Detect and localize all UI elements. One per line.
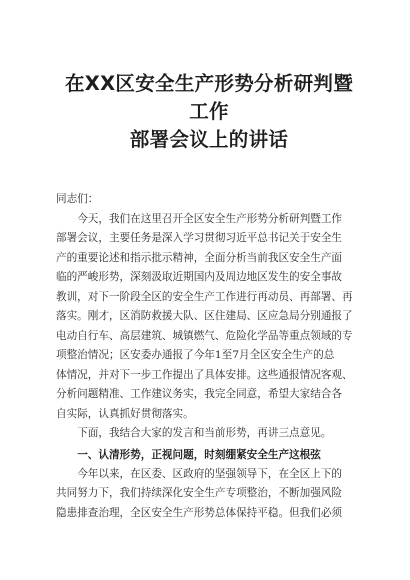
text-line: 下面，我结合大家的发言和当前形势，再讲三点意见。: [77, 427, 332, 439]
text-line: 项整治情况；区安委办通报了今年1至7月全区安全生产的总: [56, 349, 335, 361]
text-line: 落实。刚才，区消防救援大队、区住建局、区应急局分别通报了: [56, 310, 353, 322]
paragraph-opening: [56, 210, 362, 425]
text-line: 今年以来，在区委、区政府的坚强领导下，在全区上下的: [77, 467, 343, 480]
text-line: 体情况，并对下一步工作提出了具体安排。这些通报情况客观、: [56, 368, 353, 381]
document-title: [56, 70, 362, 154]
text-line: 电动自行车、高层建筑、城镇燃气、危险化学品等重点领域的专: [56, 329, 353, 342]
text-line: 自实际，认真抓好贯彻落实。: [56, 407, 194, 420]
paragraph-section-1: [56, 465, 362, 524]
text-line: 隐患排查治理，全区安全生产形势总体保持平稳。但我们必须: [56, 506, 343, 519]
text-line: 共同努力下，我们持续深化安全生产专项整治，不断加强风险: [56, 487, 343, 499]
title-line: 在XX区安全生产形势分析研判暨工作: [64, 72, 354, 123]
salutation: 同志们：: [56, 193, 99, 205]
section-heading-1: 一、认清形势，正视问题，时刻绷紧安全生产这根弦: [77, 448, 321, 461]
title-line: 部署会议上的讲话: [129, 128, 289, 151]
text-line: 分析问题精准、工作建议务实，我完全同意，希望大家结合各: [56, 388, 343, 400]
text-line: 产的重要论述和指示批示精神，全面分析当前我区安全生产面: [56, 251, 343, 264]
text-line: 部署会议，主要任务是深入学习贯彻习近平总书记关于安全生: [56, 232, 343, 244]
text-line: 今天，我们在这里召开全区安全生产形势分析研判暨工作: [77, 212, 343, 225]
text-line: 教训，对下一阶段全区的安全生产工作进行再动员、再部署、再: [56, 290, 353, 303]
text-line: 临的严峻形势，深刻汲取近期国内及周边地区发生的安全事故: [56, 271, 343, 283]
paragraph-transition: [56, 424, 362, 444]
